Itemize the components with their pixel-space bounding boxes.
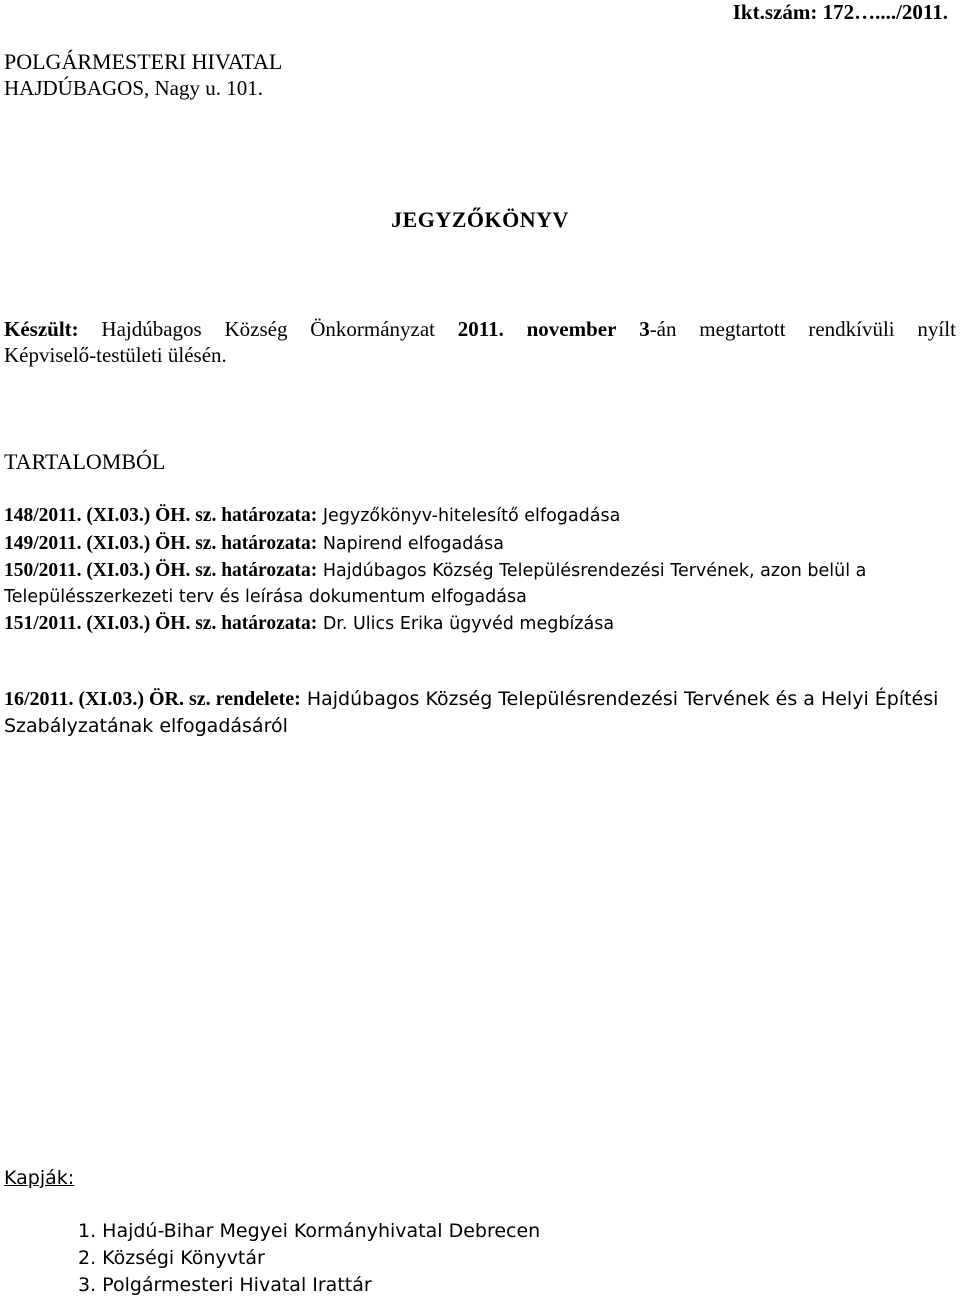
intro-word: Készült: — [4, 317, 79, 341]
intro-line-2: Képviselő-testületi ülésén. — [4, 343, 227, 367]
contents-heading: TARTALOMBÓL — [4, 449, 166, 474]
resolution-ref: 149/2011. (XI.03.) ÖH. sz. határozata: — [4, 533, 318, 554]
recipient-item: 2. Községi Könyvtár — [78, 1247, 265, 1269]
document-title: JEGYZŐKÖNYV — [391, 207, 569, 232]
decree-ref: 16/2011. (XI.03.) ÖR. sz. rendelete: — [4, 688, 301, 710]
intro-line-1 — [4, 316, 956, 342]
intro-word: november — [526, 317, 617, 341]
resolution-ref: 148/2011. (XI.03.) ÖH. sz. határozata: — [4, 505, 318, 526]
recipients-list — [78, 1218, 540, 1299]
filing-number: Ikt.szám: 172…..../2011. — [732, 0, 948, 24]
resolutions-list — [4, 502, 956, 638]
intro-day-suffix: -án — [649, 317, 677, 341]
intro-word: Hajdúbagos — [101, 317, 202, 341]
resolution-text: Dr. Ulics Erika ügyvéd megbízása — [317, 614, 615, 634]
intro-word: Község — [224, 317, 288, 341]
intro-word: 2011. — [457, 317, 504, 341]
intro-word: nyílt — [917, 317, 956, 341]
resolution-text: Jegyzőkönyv-hitelesítő elfogadása — [317, 506, 621, 526]
decree-text: Hajdúbagos Község Településrendezési Tervének és a Helyi Építési Szabályzatának elfogadásáról — [4, 688, 939, 737]
decree-item — [4, 686, 956, 740]
resolution-item — [4, 530, 956, 558]
resolution-item — [4, 558, 956, 610]
intro-word: megtartott — [699, 317, 786, 341]
resolution-item — [4, 610, 956, 638]
issuer-block — [4, 48, 282, 102]
intro-word: rendkívüli — [808, 317, 895, 341]
issuer-address: HAJDÚBAGOS, Nagy u. 101. — [4, 76, 264, 100]
resolution-text: Napirend elfogadása — [317, 534, 504, 554]
issuer-name: POLGÁRMESTERI HIVATAL — [4, 49, 283, 74]
recipient-item: 1. Hajdú-Bihar Megyei Kormányhivatal Debrecen — [78, 1220, 541, 1242]
intro-word — [639, 316, 676, 342]
resolution-text: Hajdúbagos Község Településrendezési Tervének, azon belül a Településszerkezeti terv és leírása dokumentum elfogadása — [4, 561, 867, 607]
recipient-item: 3. Polgármesteri Hivatal Irattár — [78, 1274, 372, 1296]
intro-paragraph — [4, 316, 956, 368]
resolution-ref: 150/2011. (XI.03.) ÖH. sz. határozata: — [4, 560, 318, 581]
resolution-ref: 151/2011. (XI.03.) ÖH. sz. határozata: — [4, 613, 318, 634]
intro-word: Önkormányzat — [310, 317, 436, 341]
resolution-item — [4, 502, 956, 530]
intro-day: 3 — [639, 317, 650, 341]
recipients-heading: Kapják: — [4, 1167, 75, 1189]
